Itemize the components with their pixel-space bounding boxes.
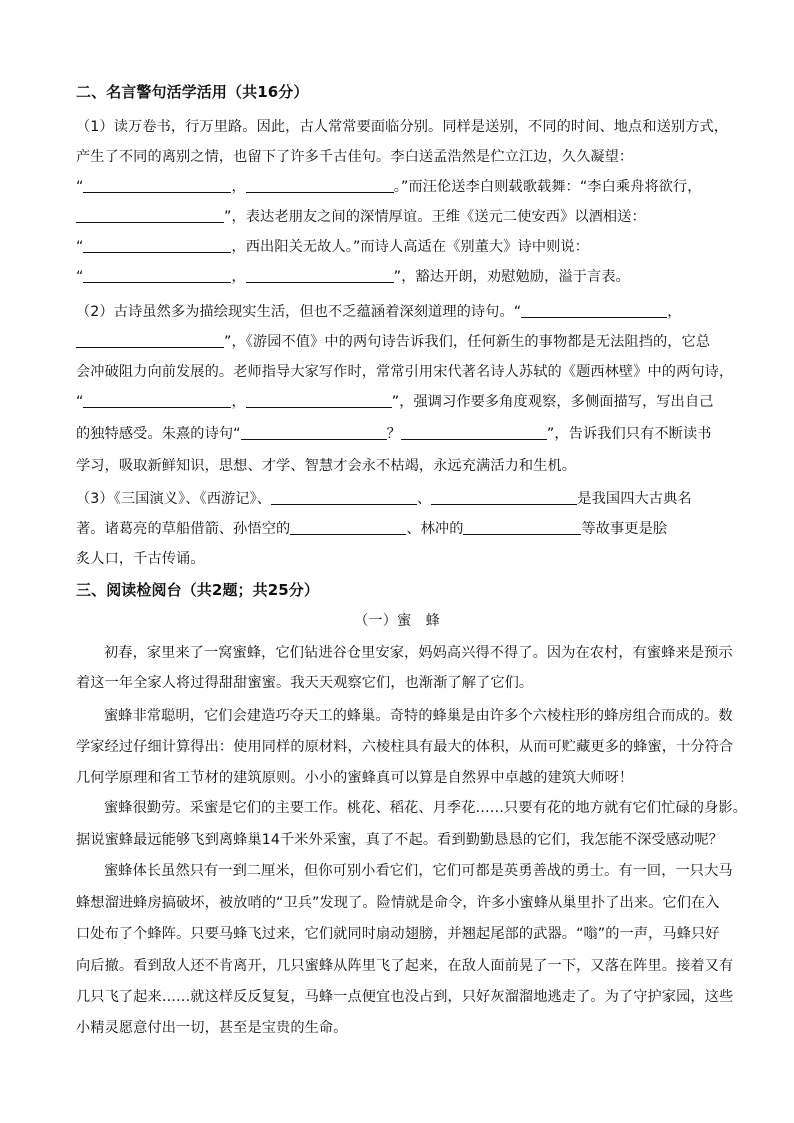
q3-line-2 — [76, 519, 726, 539]
q1-line-3 — [76, 177, 726, 197]
answer-blank[interactable] — [431, 490, 577, 505]
text: ”，豁达开朗，劝慰勉励，溢于言表。 — [393, 269, 630, 285]
answer-blank[interactable] — [83, 393, 231, 408]
text: ？ — [386, 426, 401, 442]
text: 等故事更是脍 — [581, 521, 668, 537]
text: ， — [231, 179, 246, 195]
text: 、林冲的 — [406, 521, 464, 537]
answer-blank[interactable] — [76, 208, 224, 223]
text: 是我国四大古典名 — [577, 491, 692, 507]
answer-blank[interactable] — [246, 178, 394, 193]
text: ”，表达老朋友之间的深情厚谊。王维《送元二使安西》以酒相送： — [224, 209, 646, 225]
text: （2）古诗虽然多为描绘现实生活，但也不乏蕴涵着深刻道理的诗句。“ — [76, 304, 522, 320]
text: “ — [76, 394, 84, 410]
paragraph-2-line-3: 几何学原理和省工节材的建筑原则。小小的蜜蜂真可以算是自然界中卓越的建筑大师呀！ — [76, 770, 634, 786]
q1-line-6 — [76, 267, 726, 287]
paragraph-1-line-1: 初春，家里来了一窝蜜蜂，它们钻进谷仓里安家，妈妈高兴得不得了。因为在农村，有蜜蜂来是预示 — [104, 645, 733, 661]
paragraph-3-line-1: 蜜蜂很勤劳。采蜜是它们的主要工作。桃花、稻花、月季花……只要有花的地方就有它们忙碌的身影。 — [104, 800, 747, 816]
text: ， — [667, 304, 682, 320]
text: “ — [76, 269, 84, 285]
q2-line-3: 会冲破阻力向前发展的。老师指导大家写作时，常常引用宋代著名诗人苏轼的《题西林壁》中的两句诗， — [76, 364, 734, 380]
section-2-title: 二、名言警句活学活用（共16分） — [76, 83, 309, 101]
text: “ — [76, 239, 84, 255]
paragraph-4-line-5: 几只飞了起来……就这样反反复复，马蜂一点便宜也没占到，只好灰溜溜地逃走了。为了守护家园，这些 — [76, 989, 734, 1005]
answer-blank[interactable] — [401, 425, 547, 440]
text: ，西出阳关无故人。”而诗人高适在《别董大》诗中则说： — [231, 239, 589, 255]
paragraph-2-line-1: 蜜蜂非常聪明，它们会建造巧夺天工的蜂巢。奇特的蜂巢是由许多个六棱柱形的蜂房组合而成的。数 — [104, 708, 733, 724]
paragraph-4-line-4: 向后撤。看到敌人还不肯离开，几只蜜蜂从阵里飞了起来，在敌人面前晃了一下，又落在阵里。接着又有 — [76, 958, 734, 974]
q1-line-4 — [76, 207, 726, 227]
text: 、 — [417, 491, 432, 507]
q2-line-1 — [76, 302, 726, 322]
text: 。”而汪伦送李白则载歌载舞：“李白乘舟将欲行， — [393, 179, 702, 195]
section-3-title: 三、阅读检阅台（共2题；共25分） — [76, 581, 320, 599]
paragraph-4-line-1: 蜜蜂体长虽然只有一到二厘米，但你可别小看它们，它们可都是英勇善战的勇士。有一回，一只大马 — [104, 863, 733, 879]
article-title: （一）蜜 蜂 — [354, 613, 440, 629]
answer-blank[interactable] — [76, 333, 224, 348]
q2-line-2 — [76, 332, 726, 352]
text: ”，强调习作要多角度观察，多侧面描写，写出自己 — [391, 394, 714, 410]
answer-blank[interactable] — [83, 178, 231, 193]
answer-blank[interactable] — [246, 393, 392, 408]
text: ”，《游园不值》中的两句诗告诉我们，任何新生的事物都是无法阻挡的，它总 — [224, 334, 711, 350]
text: ， — [231, 269, 246, 285]
text: ， — [231, 394, 246, 410]
paragraph-2-line-2: 学家经过仔细计算得出：使用同样的原材料，六棱柱具有最大的体积，从而可贮藏更多的蜂蜜，十分符合 — [76, 739, 734, 755]
answer-blank[interactable] — [241, 425, 387, 440]
q1-line-5 — [76, 237, 726, 257]
answer-blank[interactable] — [83, 268, 231, 283]
paragraph-4-line-6: 小精灵愿意付出一切，甚至是宝贵的生命。 — [76, 1020, 348, 1036]
answer-blank[interactable] — [83, 238, 231, 253]
q2-line-5 — [76, 424, 726, 444]
text: 的独特感受。朱熹的诗句“ — [76, 426, 241, 442]
paragraph-3-line-2: 据说蜜蜂最远能够飞到离蜂巢14千米外采蜜，真了不起。看到勤勤恳恳的它们，我怎能不深受感动呢？ — [76, 832, 723, 848]
answer-blank[interactable] — [271, 490, 417, 505]
answer-blank[interactable] — [290, 520, 406, 535]
text: （3）《三国演义》、《西游记》、 — [76, 491, 272, 507]
text: 著。诸葛亮的草船借箭、孙悟空的 — [76, 521, 291, 537]
answer-blank[interactable] — [463, 520, 581, 535]
q1-line-2: 产生了不同的离别之情，也留下了许多千古佳句。李白送孟浩然是伫立江边，久久凝望： — [76, 149, 634, 165]
answer-blank[interactable] — [521, 303, 667, 318]
q2-line-6: 学习，吸取新鲜知识，思想、才学、智慧才会永不枯竭，永远充满活力和生机。 — [76, 458, 577, 474]
q1-line-1: （1）读万卷书，行万里路。因此，古人常常要面临分别。同样是送别，不同的时间、地点和送别方式， — [76, 119, 729, 135]
paragraph-1-line-2: 着这一年全家人将过得甜甜蜜蜜。我天天观察它们，也渐渐了解了它们。 — [76, 675, 534, 691]
text: “ — [76, 179, 84, 195]
paragraph-4-line-3: 口处布了个蜂阵。只要马蜂飞过来，它们就同时扇动翅膀，并翘起尾部的武器。“嗡”的一声，马蜂只好 — [76, 926, 720, 942]
paragraph-4-line-2: 蜂想溜进蜂房搞破坏，被放哨的“卫兵”发现了。险情就是命令，许多小蜜蜂从巢里扑了出来。它们在入 — [76, 895, 720, 911]
q3-line-3: 炙人口，千古传诵。 — [76, 551, 205, 567]
answer-blank[interactable] — [246, 268, 394, 283]
text: ”，告诉我们只有不断读书 — [546, 426, 712, 442]
q3-line-1 — [76, 489, 726, 509]
q2-line-4 — [76, 392, 726, 412]
